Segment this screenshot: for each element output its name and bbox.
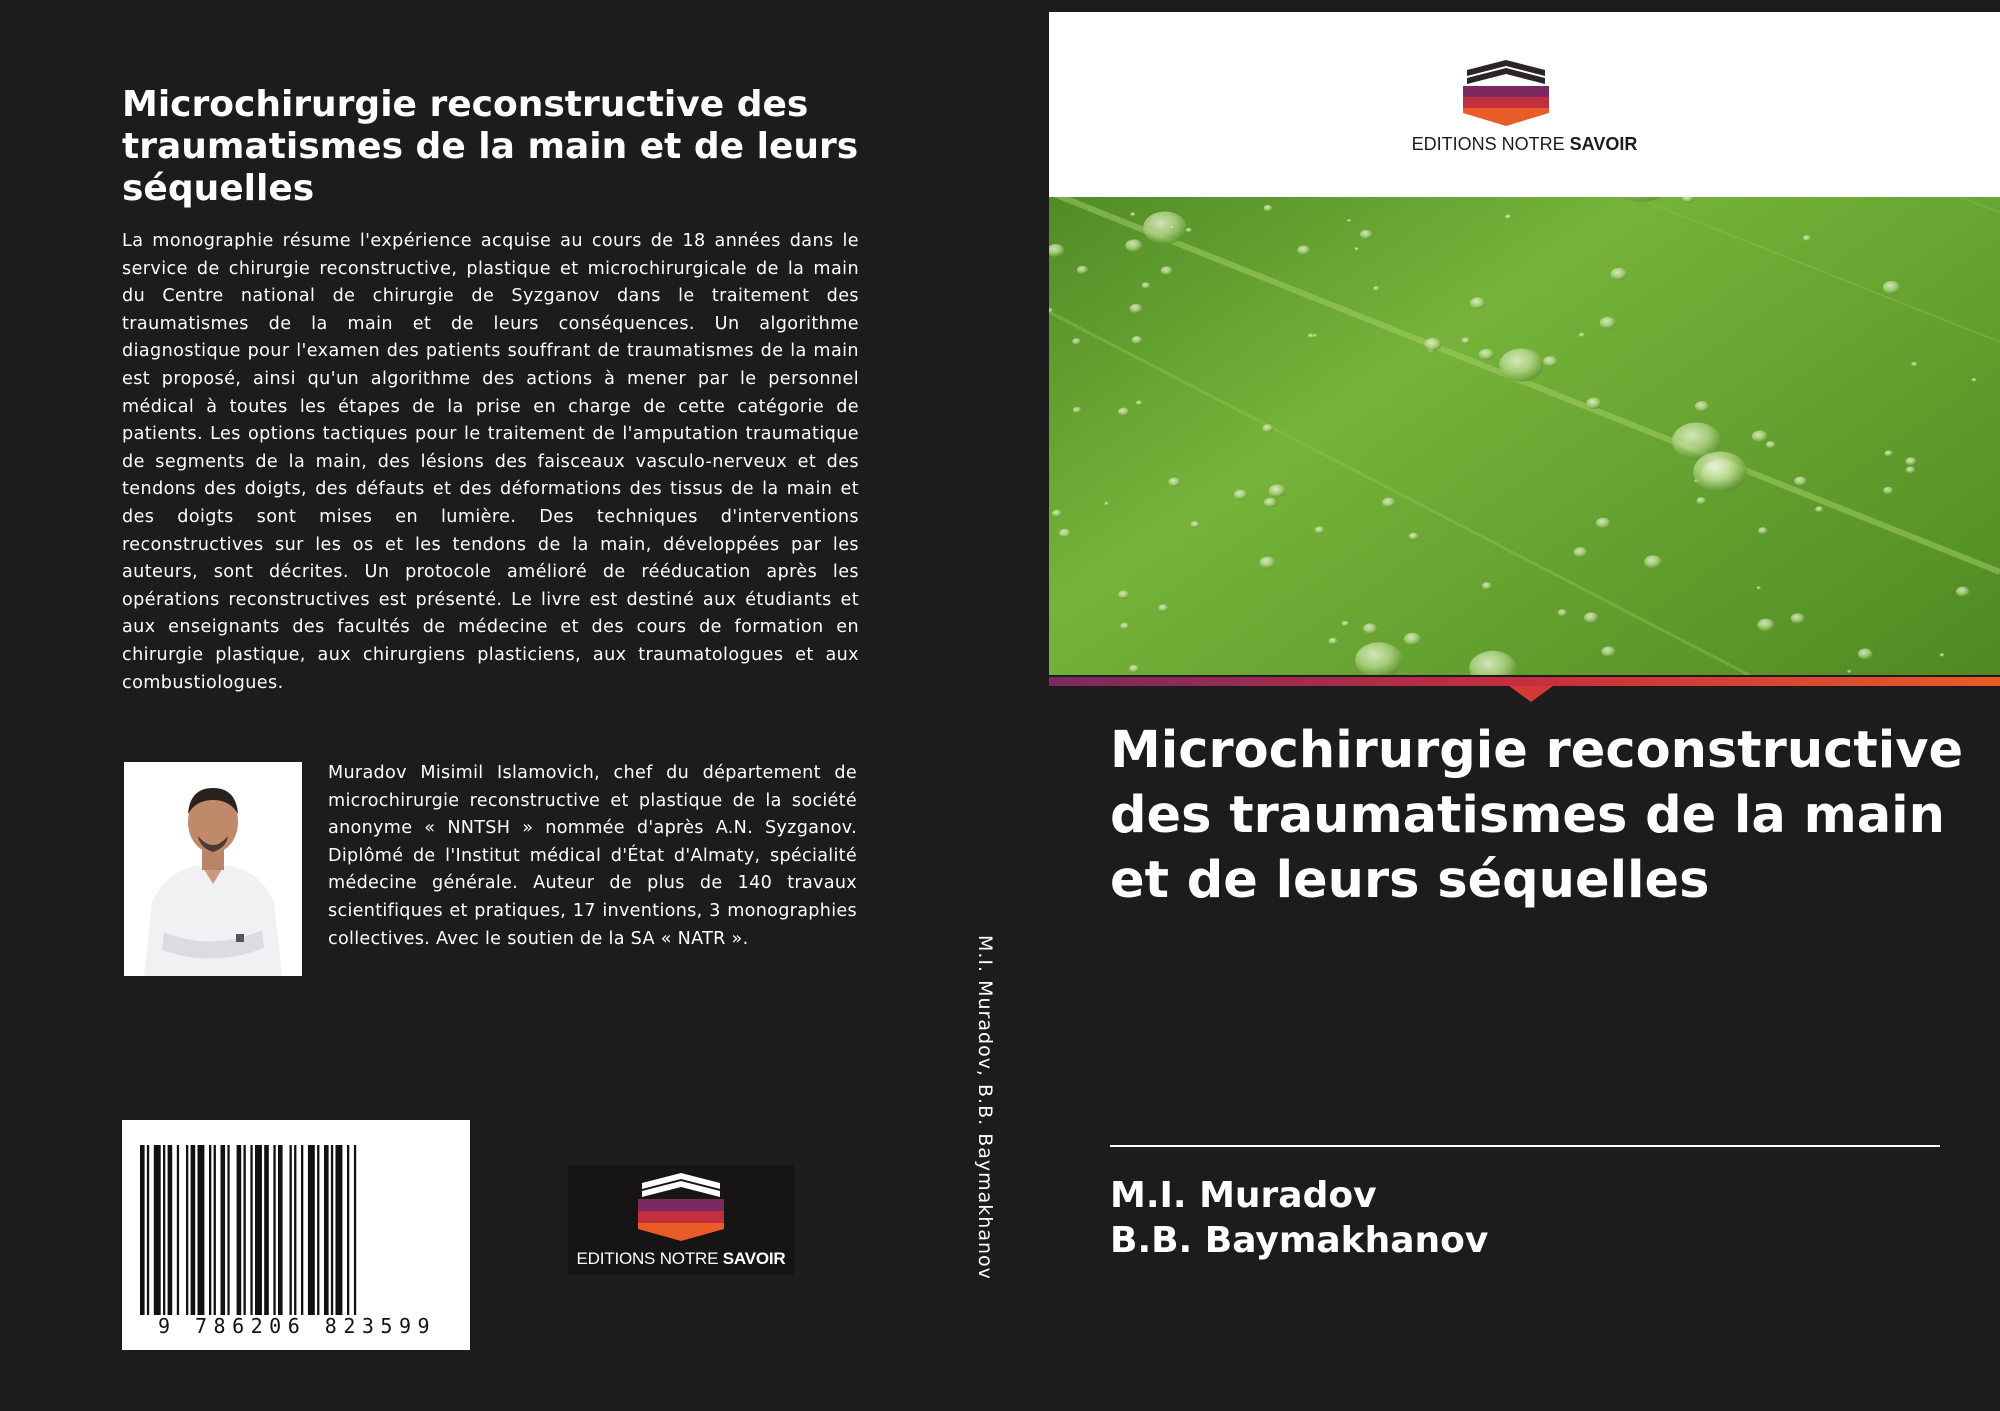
back-cover-title: Microchirurgie reconstructive des traumatismes de la main et de leurs séquelles xyxy=(122,84,859,209)
barcode-bar xyxy=(336,1145,343,1315)
water-drop xyxy=(1758,527,1767,534)
water-drop xyxy=(1120,623,1129,630)
barcode-bar xyxy=(308,1145,315,1315)
water-drop xyxy=(1883,281,1901,294)
water-drop xyxy=(1409,533,1419,540)
water-drop xyxy=(1757,586,1761,589)
front-authors xyxy=(1110,1173,1488,1263)
water-drop xyxy=(1499,349,1543,382)
water-drop xyxy=(1579,333,1585,338)
water-drop xyxy=(1815,506,1823,512)
water-drop xyxy=(1757,619,1774,632)
water-drop xyxy=(1168,477,1180,486)
front-cover-title: Microchirurgie reconstructive des traumatismes de la main et de leurs séquelles xyxy=(1110,721,1964,910)
water-drop xyxy=(1143,211,1187,244)
water-drop xyxy=(1752,430,1768,442)
water-drop xyxy=(1130,304,1143,314)
water-drop xyxy=(1297,245,1310,255)
water-drop xyxy=(1424,338,1441,351)
water-drop xyxy=(1693,451,1747,492)
barcode-bar xyxy=(214,1145,216,1315)
water-drop xyxy=(1766,441,1776,448)
barcode-bar xyxy=(273,1145,275,1315)
author-name: B.B. Baymakhanov xyxy=(1110,1220,1489,1261)
water-drop xyxy=(1136,401,1142,406)
open-book-icon xyxy=(636,1167,726,1245)
water-drop xyxy=(1132,336,1143,344)
water-drop xyxy=(1858,648,1873,659)
water-drop xyxy=(1269,484,1286,497)
water-drop xyxy=(1118,591,1129,599)
ribbon-notch xyxy=(1509,686,1553,702)
front-publisher-name: EDITIONS NOTRE SAVOIR xyxy=(1411,134,1638,154)
water-drop xyxy=(1161,266,1173,275)
water-drop xyxy=(1264,498,1277,508)
water-drop xyxy=(1791,613,1805,623)
barcode-bar xyxy=(186,1145,188,1315)
water-drop xyxy=(1482,582,1492,590)
water-drop xyxy=(1940,653,1945,657)
water-drop xyxy=(1308,333,1314,338)
water-drop xyxy=(1118,408,1129,416)
water-drop xyxy=(1885,450,1893,456)
water-drop xyxy=(1803,235,1811,241)
author-bio: Muradov Misimil Islamovich, chef du département de microchirurgie reconstructive et plastique de la société anonyme « NNTSH » nommée d'après A.N. Syzganov. Diplômé de l'Institut médical d'État d'Almaty, spécialité médecine générale. Auteur de plus de 140 travaux scientifiques et pratiques, 17 inventions, 3 monographies collectives. Avec le soutien de la SA « NATR ». xyxy=(328,763,857,949)
water-drop xyxy=(1130,212,1135,216)
water-drop xyxy=(1382,498,1395,508)
water-drop xyxy=(1558,609,1567,616)
water-drop xyxy=(1259,557,1275,569)
water-drop xyxy=(1186,228,1192,233)
water-drop xyxy=(1586,398,1601,409)
water-drop xyxy=(1315,526,1325,533)
book-blurb: La monographie résume l'expérience acquise au cours de 18 années dans le service de chirurgie reconstructive, plastique et microchirurgicale de la main du Centre national de chirurgie de Syzganov dans le traitement des traumatismes de la main et de leurs conséquences. Un algorithme diagnostique pour l'examen des patients souffrant de traumatismes de la main est proposé, ainsi qu'un algorithme des actions à mener par le personnel médical à toutes les étapes de la prise en charge de cette catégorie de patients. Les options tactiques pour le traitement de l'amputation traumatique de segments de la main, des lésions des faisceaux vasculo-nerveux et des tendons des doigts, des défauts et des déformations des tissus de la main et des doigts sont mises en lumière. Des techniques d'interventions reconstructives sur les os et les tendons de la main, développées par les auteurs, sont décrites. Un protocole amélioré de rééducation après les opérations reconstructives est présenté. Le livre est destiné aux étudiants et aux enseignants des facultés de médecine et des cours de formation en chirurgie plastique, aux chirurgiens plasticiens, aux traumatologues et aux combustiologues. xyxy=(122,231,859,693)
water-drop xyxy=(1596,518,1611,529)
water-drop xyxy=(1059,529,1071,538)
barcode-bar xyxy=(168,1145,173,1315)
water-drop xyxy=(1404,633,1421,646)
isbn-barcode xyxy=(122,1120,470,1350)
water-drop xyxy=(1794,477,1807,487)
water-drop xyxy=(1543,356,1557,367)
barcode-bars xyxy=(140,1145,452,1315)
barcode-bar xyxy=(237,1145,242,1315)
barcode-bar xyxy=(278,1145,283,1315)
barcode-bar xyxy=(290,1145,292,1315)
water-drop xyxy=(1363,623,1377,634)
water-drop xyxy=(1505,214,1511,219)
barcode-bar xyxy=(294,1145,296,1315)
water-drop xyxy=(1600,317,1616,329)
water-drop xyxy=(1479,349,1494,361)
barcode-bar xyxy=(140,1145,145,1315)
water-drop xyxy=(1072,338,1080,344)
water-drop xyxy=(1956,587,1969,597)
water-drop xyxy=(1584,612,1599,623)
water-drop xyxy=(1077,266,1088,274)
water-drop xyxy=(1104,502,1108,505)
barcode-bar xyxy=(191,1145,196,1315)
barcode-bar xyxy=(154,1145,161,1315)
water-drop xyxy=(1262,424,1273,432)
water-drop xyxy=(1142,282,1151,288)
barcode-bar xyxy=(163,1145,165,1315)
water-drop xyxy=(1972,378,1977,382)
water-drop xyxy=(1373,286,1379,291)
water-drop xyxy=(1574,547,1588,557)
water-drop xyxy=(1601,646,1615,657)
water-drop xyxy=(1052,510,1062,517)
barcode-bar xyxy=(324,1145,329,1315)
water-drop xyxy=(1905,457,1916,465)
water-drop xyxy=(1883,487,1893,495)
barcode-bar xyxy=(221,1145,226,1315)
back-publisher-name: EDITIONS NOTRE SAVOIR xyxy=(576,1249,786,1268)
barcode-bar xyxy=(354,1145,356,1315)
water-drop xyxy=(1329,638,1338,645)
water-drop xyxy=(1234,490,1248,500)
author-portrait xyxy=(124,762,302,976)
water-drop xyxy=(1470,297,1486,309)
barcode-bar xyxy=(209,1145,211,1315)
water-drop xyxy=(1906,467,1915,474)
water-drop xyxy=(1695,401,1709,412)
barcode-bar xyxy=(177,1145,179,1315)
water-drop xyxy=(1264,205,1273,212)
barcode-bar xyxy=(250,1145,252,1315)
water-drop xyxy=(1697,497,1707,504)
water-drop xyxy=(1129,665,1139,673)
water-drop xyxy=(1462,337,1471,343)
color-ribbon xyxy=(1049,677,2000,686)
author-name: M.I. Muradov xyxy=(1110,1175,1377,1216)
barcode-bar xyxy=(147,1145,149,1315)
barcode-bar xyxy=(255,1145,262,1315)
barcode-bar xyxy=(227,1145,229,1315)
back-publisher-logo xyxy=(568,1165,794,1275)
water-drop xyxy=(1911,362,1917,367)
open-book-icon xyxy=(1461,56,1551,128)
water-drop xyxy=(1360,230,1373,239)
barcode-bar xyxy=(244,1145,246,1315)
water-drop xyxy=(1644,555,1662,568)
water-drop xyxy=(1610,268,1627,281)
barcode-bar xyxy=(317,1145,319,1315)
water-drop xyxy=(1355,247,1359,250)
water-drop xyxy=(1125,239,1142,252)
barcode-bar xyxy=(198,1145,205,1315)
water-drop xyxy=(1347,219,1351,222)
barcode-bar xyxy=(301,1145,303,1315)
barcode-bar xyxy=(331,1145,333,1315)
barcode-bar xyxy=(347,1145,349,1315)
barcode-bar xyxy=(264,1145,269,1315)
title-divider xyxy=(1110,1145,1940,1147)
front-cover xyxy=(1049,0,2000,1411)
water-drop xyxy=(1073,407,1081,413)
water-drop xyxy=(1171,226,1175,229)
spine-authors: M.I. Muradov, B.B. Baymakhanov xyxy=(974,935,996,1280)
water-drop xyxy=(1158,604,1168,611)
water-drop xyxy=(1847,670,1851,673)
water-drop xyxy=(1191,521,1200,527)
water-drop xyxy=(1342,621,1349,627)
isbn-digits: 9 786206 823599 xyxy=(157,1314,437,1338)
